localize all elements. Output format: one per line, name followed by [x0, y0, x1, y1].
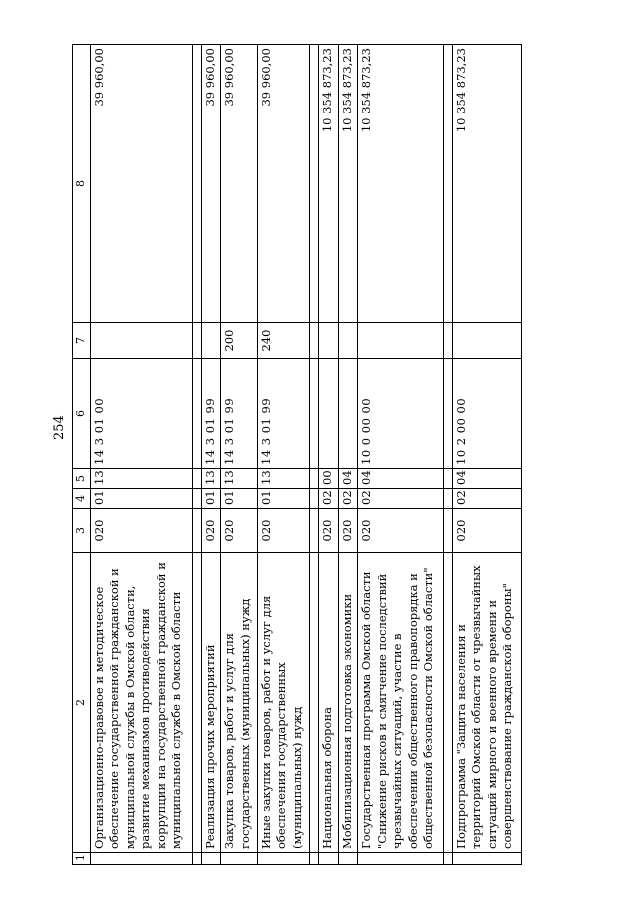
- ministry-code-cell: 020: [319, 509, 339, 553]
- section-code-cell: 02: [358, 489, 444, 509]
- expense-type-cell: [90, 323, 192, 359]
- spacer-cell: [443, 323, 452, 359]
- amount-cell: 10 354 873,23: [452, 45, 521, 323]
- spacer-cell: [443, 45, 452, 323]
- expense-name-cell: Государственная программа Омской области "Снижение рисков и смягчение последствий чрезвычайных ситуаций, участие в обеспечении общественного правопорядка и общественной безопасности Омской области": [358, 553, 444, 853]
- target-article-cell: [319, 359, 339, 469]
- amount-cell: 39 960,00: [90, 45, 192, 323]
- expense-name-cell: Национальная оборона: [319, 553, 339, 853]
- header-cell-4: 4: [73, 489, 91, 509]
- table-row: [257, 45, 310, 865]
- spacer-cell: [443, 509, 452, 553]
- amount-cell: 39 960,00: [201, 45, 221, 323]
- spacer-cell: [192, 359, 201, 469]
- subsection-code-cell: 04: [338, 469, 358, 489]
- ministry-code-cell: 020: [221, 509, 257, 553]
- amount-cell: 39 960,00: [221, 45, 257, 323]
- section-code-cell: 01: [90, 489, 192, 509]
- row-number-cell: [338, 853, 358, 865]
- expense-name-cell: Закупка товаров, работ и услуг для государственных (муниципальных) нужд: [221, 553, 257, 853]
- section-code-cell: 01: [257, 489, 310, 509]
- expense-type-cell: [201, 323, 221, 359]
- row-number-cell: [201, 853, 221, 865]
- expense-name-cell: Реализация прочих мероприятий: [201, 553, 221, 853]
- target-article-cell: [338, 359, 358, 469]
- spacer-row: [310, 45, 319, 865]
- amount-cell: 10 354 873,23: [319, 45, 339, 323]
- section-code-cell: 01: [201, 489, 221, 509]
- ministry-code-cell: 020: [257, 509, 310, 553]
- table-row: [452, 45, 521, 865]
- target-article-cell: 10 2 00 00: [452, 359, 521, 469]
- row-number-cell: [358, 853, 444, 865]
- spacer-cell: [443, 553, 452, 853]
- spacer-row: [192, 45, 201, 865]
- expense-type-cell: [338, 323, 358, 359]
- header-cell-6: 6: [73, 359, 91, 469]
- header-cell-7: 7: [73, 323, 91, 359]
- subsection-code-cell: 13: [201, 469, 221, 489]
- spacer-cell: [310, 323, 319, 359]
- ministry-code-cell: 020: [201, 509, 221, 553]
- spacer-cell: [310, 469, 319, 489]
- spacer-cell: [443, 359, 452, 469]
- spacer-cell: [310, 553, 319, 853]
- target-article-cell: 14 3 01 99: [221, 359, 257, 469]
- expense-name-cell: Иные закупки товаров, работ и услуг для обеспечения государственных (муниципальных) нужд: [257, 553, 310, 853]
- section-code-cell: 01: [221, 489, 257, 509]
- spacer-cell: [443, 489, 452, 509]
- expense-name-cell: Мобилизационная подготовка экономики: [338, 553, 358, 853]
- table-row: [221, 45, 257, 865]
- target-article-cell: 14 3 01 00: [90, 359, 192, 469]
- amount-cell: 39 960,00: [257, 45, 310, 323]
- spacer-cell: [443, 469, 452, 489]
- expense-type-cell: 200: [221, 323, 257, 359]
- spacer-row: [443, 45, 452, 865]
- expense-type-cell: [452, 323, 521, 359]
- subsection-code-cell: 13: [221, 469, 257, 489]
- target-article-cell: 10 0 00 00: [358, 359, 444, 469]
- spacer-cell: [310, 359, 319, 469]
- subsection-code-cell: 04: [358, 469, 444, 489]
- subsection-code-cell: 00: [319, 469, 339, 489]
- expense-type-cell: [319, 323, 339, 359]
- subsection-code-cell: 13: [90, 469, 192, 489]
- spacer-cell: [192, 323, 201, 359]
- spacer-cell: [443, 853, 452, 865]
- table-row: [201, 45, 221, 865]
- table-header-row: [73, 45, 91, 865]
- table-row: [338, 45, 358, 865]
- table-row: [90, 45, 192, 865]
- spacer-cell: [310, 489, 319, 509]
- subsection-code-cell: 04: [452, 469, 521, 489]
- amount-cell: 10 354 873,23: [338, 45, 358, 323]
- table-row: [319, 45, 339, 865]
- section-code-cell: 02: [338, 489, 358, 509]
- ministry-code-cell: 020: [358, 509, 444, 553]
- header-cell-3: 3: [73, 509, 91, 553]
- amount-cell: 10 354 873,23: [358, 45, 444, 323]
- row-number-cell: [221, 853, 257, 865]
- header-cell-1: 1: [73, 853, 91, 865]
- header-cell-2: 2: [73, 553, 91, 853]
- spacer-cell: [310, 853, 319, 865]
- page-number: 254: [52, 415, 67, 440]
- spacer-cell: [192, 553, 201, 853]
- spacer-cell: [310, 45, 319, 323]
- table-body: [90, 45, 521, 865]
- row-number-cell: [257, 853, 310, 865]
- target-article-cell: 14 3 01 99: [201, 359, 221, 469]
- expense-name-cell: Подпрограмма "Защита населения и территорий Омской области от чрезвычайных ситуаций мирного и военного времени и совершенствование гражданской обороны": [452, 553, 521, 853]
- subsection-code-cell: 13: [257, 469, 310, 489]
- expense-name-cell: Организационно-правовое и методическое обеспечение государственной гражданской и муниципальной службы в Омской области, развитие механизмов противодействия коррупции на государственной гражданской и муниципальной службе в Омской области: [90, 553, 192, 853]
- budget-table: [72, 44, 522, 865]
- section-code-cell: 02: [319, 489, 339, 509]
- spacer-cell: [192, 509, 201, 553]
- rotated-table-container: [72, 45, 522, 865]
- table-row: [358, 45, 444, 865]
- ministry-code-cell: 020: [338, 509, 358, 553]
- expense-type-cell: [358, 323, 444, 359]
- header-cell-8: 8: [73, 45, 91, 323]
- target-article-cell: 14 3 01 99: [257, 359, 310, 469]
- row-number-cell: [319, 853, 339, 865]
- spacer-cell: [192, 45, 201, 323]
- spacer-cell: [192, 469, 201, 489]
- row-number-cell: [452, 853, 521, 865]
- expense-type-cell: 240: [257, 323, 310, 359]
- ministry-code-cell: 020: [452, 509, 521, 553]
- spacer-cell: [192, 489, 201, 509]
- spacer-cell: [192, 853, 201, 865]
- spacer-cell: [310, 509, 319, 553]
- row-number-cell: [90, 853, 192, 865]
- section-code-cell: 02: [452, 489, 521, 509]
- header-cell-5: 5: [73, 469, 91, 489]
- ministry-code-cell: 020: [90, 509, 192, 553]
